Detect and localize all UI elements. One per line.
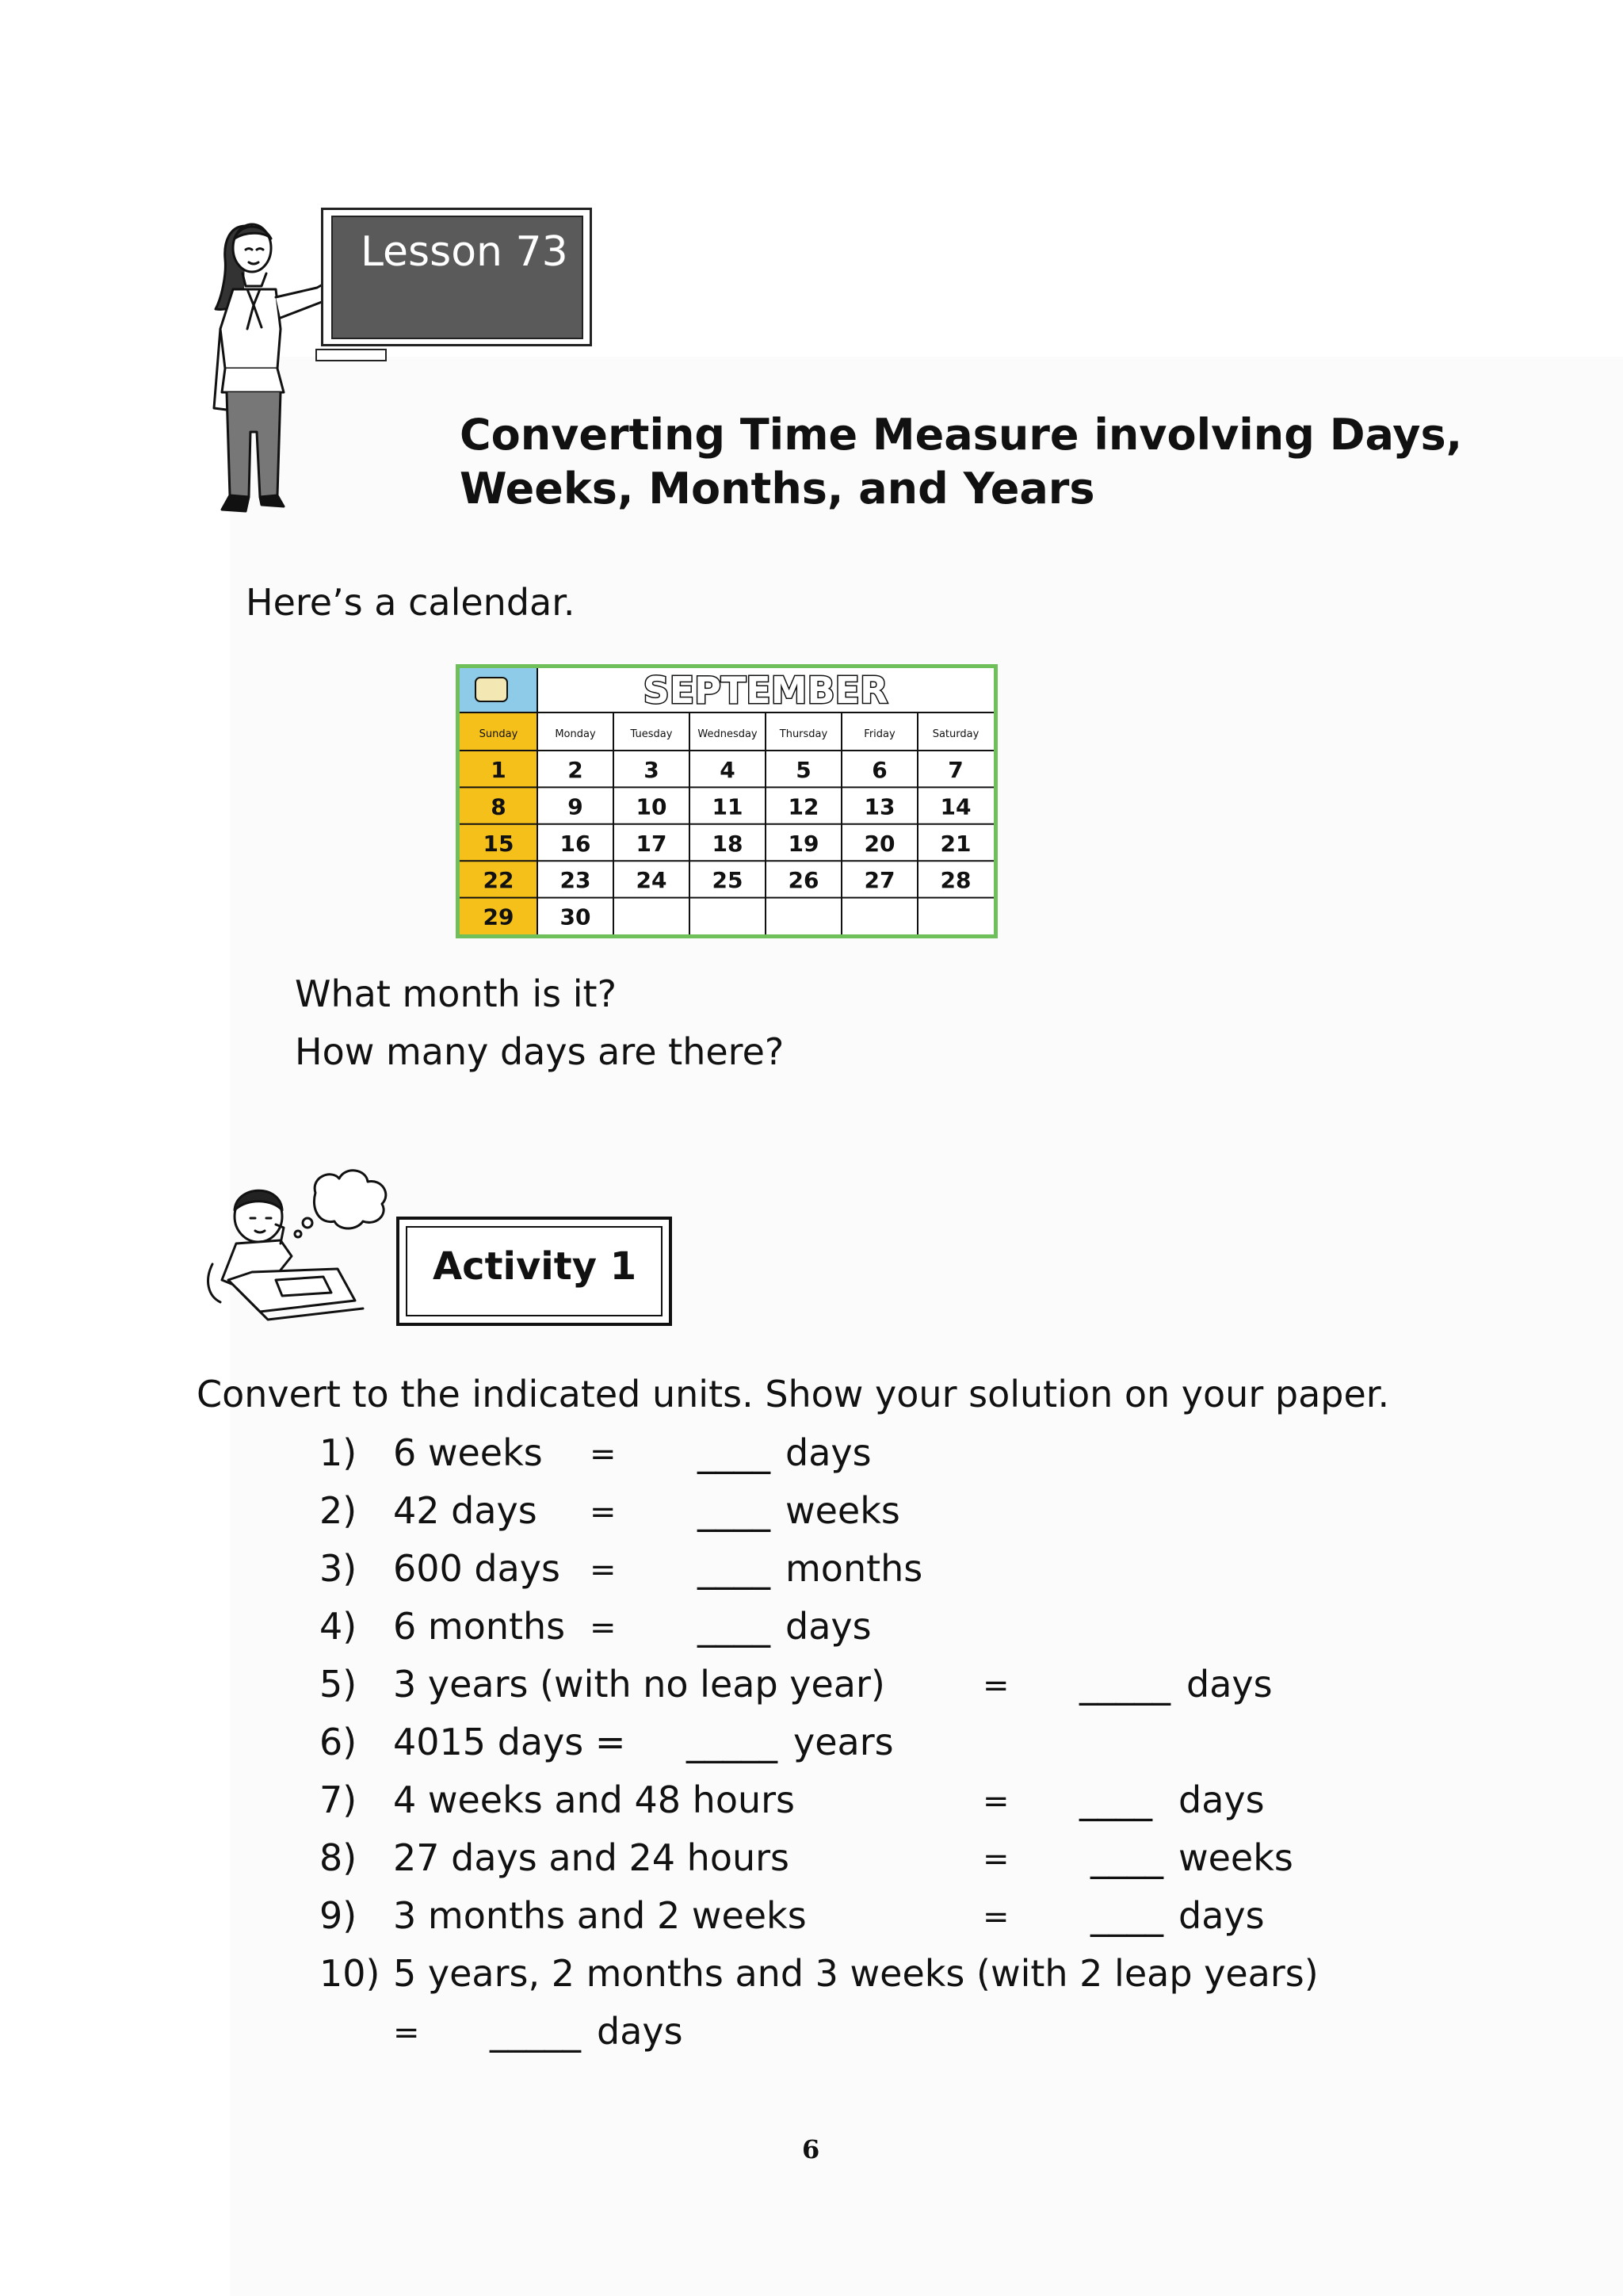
- date-cell: 19: [788, 830, 819, 857]
- date-cell: 13: [864, 793, 896, 820]
- day-name-thursday: Thursday: [779, 728, 828, 740]
- answer-blank: ____: [1090, 1894, 1163, 1937]
- answer-unit: days: [1178, 1894, 1265, 1937]
- question-month: What month is it?: [295, 972, 617, 1015]
- answer-blank: ____: [697, 1489, 770, 1532]
- answer-blank: ____: [1090, 1836, 1163, 1879]
- date-cell: 24: [636, 867, 667, 894]
- calendar: [456, 664, 998, 938]
- date-cell: 5: [796, 757, 812, 783]
- page-number: 6: [802, 2134, 820, 2164]
- answer-blank: ____: [697, 1431, 770, 1474]
- problem-number: 9): [319, 1894, 357, 1937]
- day-name-tuesday: Tuesday: [630, 728, 673, 740]
- problem-number: 10): [319, 1952, 380, 1995]
- date-cell: 17: [636, 830, 667, 857]
- equals-sign: =: [590, 1610, 617, 1646]
- question-days: How many days are there?: [295, 1030, 785, 1073]
- date-cell: 28: [940, 867, 972, 894]
- problem-number: 3): [319, 1547, 357, 1590]
- title-line-2: Weeks, Months, and Years: [460, 464, 1095, 514]
- chalkboard-ledge: [315, 349, 387, 361]
- date-cell: 10: [636, 793, 667, 820]
- answer-unit: weeks: [785, 1489, 900, 1532]
- problem-text: 3 years (with no leap year): [393, 1663, 885, 1706]
- answer-unit: days: [785, 1605, 872, 1648]
- problem-text: 6 months: [393, 1605, 566, 1648]
- problem-text: 3 months and 2 weeks: [393, 1894, 807, 1937]
- answer-blank: ____: [697, 1547, 770, 1590]
- date-cell: 16: [559, 830, 591, 857]
- date-cell: 22: [483, 867, 514, 894]
- answer-unit: months: [785, 1547, 923, 1590]
- problem-number: 2): [319, 1489, 357, 1532]
- equals-sign: =: [590, 1494, 617, 1530]
- answer-blank: _____: [1079, 1663, 1170, 1706]
- problem-text: 5 years, 2 months and 3 weeks (with 2 leap years): [393, 1952, 1319, 1995]
- date-cell: 8: [491, 793, 506, 820]
- problem-text: 42 days: [393, 1489, 537, 1532]
- problem-text: 27 days and 24 hours: [393, 1836, 790, 1879]
- problem-number: 4): [319, 1605, 357, 1648]
- answer-unit: days: [785, 1431, 872, 1474]
- problem-number: 1): [319, 1431, 357, 1474]
- date-cell: 7: [948, 757, 964, 783]
- problem-text: 4 weeks and 48 hours: [393, 1778, 795, 1821]
- answer-blank: _____: [686, 1721, 777, 1763]
- date-cell: 11: [712, 793, 743, 820]
- equals-sign: =: [983, 1841, 1010, 1878]
- activity-label: Activity 1: [433, 1244, 637, 1289]
- problem-number: 5): [319, 1663, 357, 1706]
- calendar-grid: [460, 668, 994, 934]
- intro-text: Here’s a calendar.: [246, 581, 575, 624]
- equals-sign: =: [590, 1552, 617, 1588]
- problem-number: 7): [319, 1778, 357, 1821]
- day-name-monday: Monday: [555, 728, 596, 740]
- equals-sign: =: [590, 1436, 617, 1473]
- date-cell: 9: [567, 793, 583, 820]
- date-cell: 12: [788, 793, 819, 820]
- answer-blank: _____: [490, 2010, 581, 2053]
- equals-sign: =: [983, 1783, 1010, 1820]
- answer-blank: ____: [697, 1605, 770, 1648]
- answer-blank: ____: [1079, 1778, 1152, 1821]
- date-cell: 1: [491, 757, 506, 783]
- answer-unit: weeks: [1178, 1836, 1293, 1879]
- date-cell: 20: [864, 830, 896, 857]
- title-line-1: Converting Time Measure involving Days,: [460, 410, 1463, 460]
- date-cell: 15: [483, 830, 514, 857]
- date-cell: 3: [643, 757, 659, 783]
- instruction-text: Convert to the indicated units. Show your solution on your paper.: [197, 1373, 1390, 1415]
- date-cell: 30: [559, 904, 591, 930]
- problem-text: 4015 days =: [393, 1721, 626, 1763]
- equals-sign: =: [983, 1899, 1010, 1935]
- lesson-title: [460, 408, 1462, 516]
- day-name-saturday: Saturday: [932, 728, 980, 740]
- date-cell: 14: [940, 793, 972, 820]
- answer-unit: days: [597, 2010, 683, 2053]
- date-cell: 4: [720, 757, 735, 783]
- day-name-wednesday: Wednesday: [697, 728, 758, 740]
- date-cell: 26: [788, 867, 819, 894]
- equals-sign: =: [393, 2015, 420, 2051]
- date-cell: 18: [712, 830, 743, 857]
- date-cell: 27: [864, 867, 896, 894]
- date-cell: 2: [567, 757, 583, 783]
- lesson-label: Lesson 73: [361, 228, 568, 276]
- problem-text: 6 weeks: [393, 1431, 543, 1474]
- equals-sign: =: [983, 1668, 1010, 1704]
- day-name-friday: Friday: [864, 728, 896, 740]
- date-cell: 23: [559, 867, 591, 894]
- calendar-month-title: SEPTEMBER: [643, 669, 888, 712]
- date-cell: 29: [483, 904, 514, 930]
- answer-unit: years: [793, 1721, 894, 1763]
- date-cell: 25: [712, 867, 743, 894]
- problem-text: 600 days: [393, 1547, 560, 1590]
- problem-number: 6): [319, 1721, 357, 1763]
- problem-number: 8): [319, 1836, 357, 1879]
- thinking-boy-illustration: [204, 1161, 403, 1328]
- answer-unit: days: [1186, 1663, 1273, 1706]
- calendar-icon: [475, 678, 507, 701]
- date-cell: 21: [940, 830, 972, 857]
- page-background: [230, 357, 1623, 2296]
- day-name-sunday: Sunday: [479, 728, 518, 740]
- answer-unit: days: [1178, 1778, 1265, 1821]
- date-cell: 6: [872, 757, 888, 783]
